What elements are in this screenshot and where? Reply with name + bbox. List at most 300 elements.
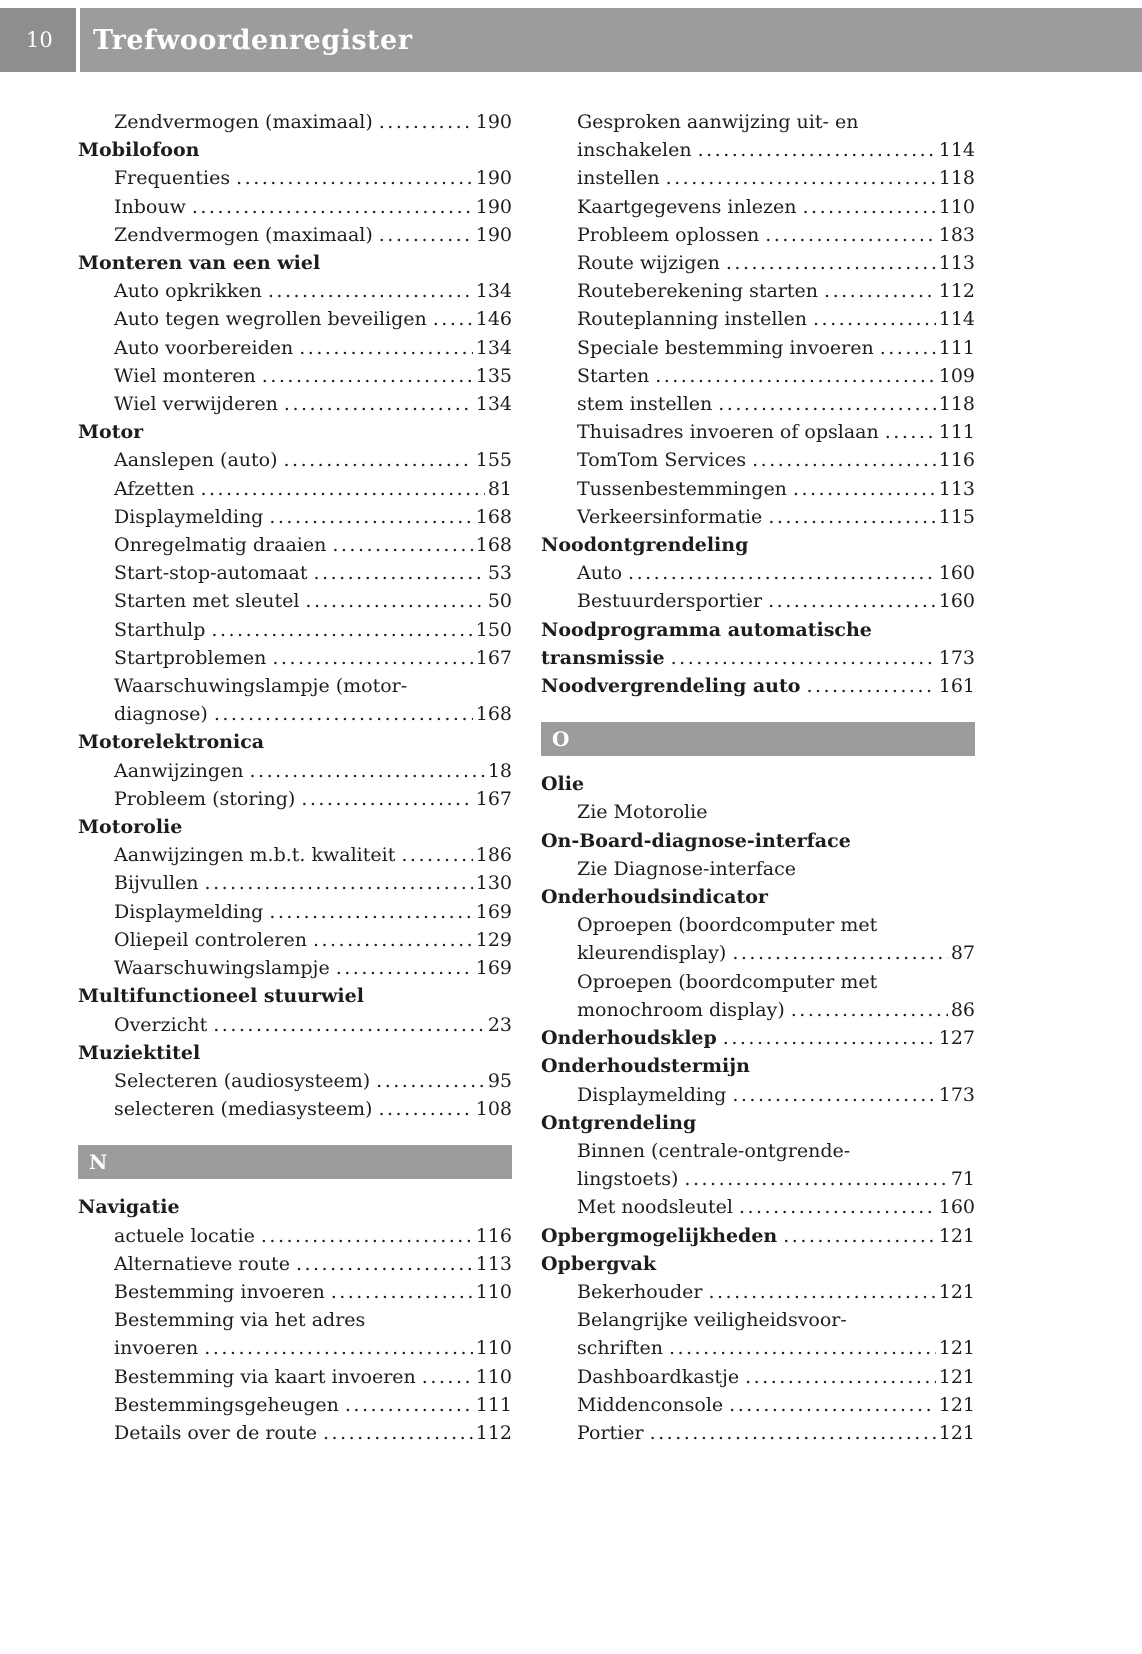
page-ref: 113 [475,1252,512,1275]
index-entry-line [78,869,512,897]
page-ref: 121 [938,1337,975,1360]
dot-leader [213,1011,485,1039]
dot-leader [332,531,472,559]
index-entry-line [541,334,975,362]
entry-text: Verkeersinformatie [577,505,763,528]
page-ref: 130 [475,872,512,895]
page-ref: 129 [475,928,512,951]
index-heading-line [78,418,512,446]
index-entry-line [541,939,975,967]
index-entry-line [78,1278,512,1306]
entry-text: Tussenbestemmingen [577,477,787,500]
dot-leader [783,1222,936,1250]
page-ref: 135 [475,364,512,387]
index-heading-line [78,982,512,1010]
entry-text: Motorolie [78,816,183,839]
index-entry-line [78,305,512,333]
dot-leader [313,926,473,954]
index-heading-line [541,1250,975,1278]
dot-leader [200,475,484,503]
dot-leader [345,1391,473,1419]
entry-text: inschakelen [577,139,692,162]
entry-text: Starthulp [114,618,206,641]
entry-text: Met noodsleutel [577,1196,733,1219]
entry-text: TomTom Services [577,449,747,472]
dot-leader [885,418,936,446]
index-entry-line [541,855,975,883]
index-entry-line [541,1081,975,1109]
entry-text: Muziektitel [78,1041,201,1064]
dot-leader [261,1222,473,1250]
entry-text: Route wijzigen [577,252,720,275]
page-ref: 115 [938,505,975,528]
index-entry-line [78,1250,512,1278]
page-ref: 114 [938,308,975,331]
index-entry-line [78,616,512,644]
page-ref: 113 [938,252,975,275]
page-ref: 114 [938,139,975,162]
index-entry-line [78,559,512,587]
index-entry-line [541,559,975,587]
entry-text: Probleem oplossen [577,223,760,246]
entry-text: Bestemming via het adres [114,1309,366,1332]
index-entry-line [78,841,512,869]
page-ref: 168 [475,534,512,557]
dot-leader [313,559,484,587]
dot-leader [323,1419,473,1447]
entry-text: actuele locatie [114,1224,255,1247]
dot-leader [305,587,484,615]
index-entry-line [541,1334,975,1362]
entry-text: Aanwijzingen m.b.t. kwaliteit [114,844,396,867]
entry-text: Mobilofoon [78,139,200,162]
page-ref: 110 [475,1337,512,1360]
page-ref: 108 [475,1098,512,1121]
entry-text: kleurendisplay) [577,942,727,965]
page-ref: 150 [475,618,512,641]
dot-leader [236,164,473,192]
dot-leader [791,996,948,1024]
entry-text: stem instellen [577,393,713,416]
entry-text: Portier [577,1421,644,1444]
entry-text: Frequenties [114,167,231,190]
entry-text: Bestemming invoeren [114,1280,325,1303]
index-entry-line [78,503,512,531]
index-heading-line [78,728,512,756]
dot-leader [379,108,473,136]
entry-text: Noodontgrendeling [541,534,749,557]
index-heading-line [78,136,512,164]
dot-leader [192,193,473,221]
entry-text: Zie Diagnose-interface [577,857,796,880]
entry-text: invoeren [114,1337,199,1360]
page-ref: 121 [938,1280,975,1303]
dot-leader [268,277,473,305]
dot-leader [296,1250,473,1278]
index-entry-line [541,1278,975,1306]
index-entry-line [541,996,975,1024]
index-entry-line [541,503,975,531]
index-entry-line [78,587,512,615]
entry-text: selecteren (mediasysteem) [114,1098,373,1121]
entry-text: instellen [577,167,660,190]
page-ref: 190 [475,111,512,133]
page-ref: 110 [475,1280,512,1303]
page-ref: 116 [938,449,975,472]
index-entry-line [541,798,975,826]
index-entry-line [541,1193,975,1221]
dot-leader [732,1081,935,1109]
index-entry-line [78,926,512,954]
index-entry-line [541,136,975,164]
page-ref: 134 [475,393,512,416]
index-entry-line [78,898,512,926]
index-entry-line [541,446,975,474]
dot-leader [732,939,947,967]
page-ref: 95 [487,1069,512,1092]
index-entry-line [78,1391,512,1419]
page-ref: 118 [938,393,975,416]
entry-text: Starten met sleutel [114,590,300,613]
index-heading-line [78,1039,512,1067]
index-entry-line [78,1363,512,1391]
entry-text: Onderhoudsklep [541,1027,717,1050]
entry-text: Monteren van een wiel [78,252,321,275]
entry-text: Aanslepen (auto) [114,449,278,472]
page-ref: 110 [938,195,975,218]
index-heading-line [541,616,975,644]
entry-text: Afzetten [114,477,195,500]
index-letter-bar: N [78,1145,512,1179]
index-entry-line [541,249,975,277]
entry-text: Overzicht [114,1013,208,1036]
page-ref: 169 [475,900,512,923]
page-ref: 190 [475,167,512,190]
index-entry-line [541,221,975,249]
entry-text: Bekerhouder [577,1280,703,1303]
page-ref: 190 [475,223,512,246]
index-entry-line [541,277,975,305]
page-ref: 168 [475,505,512,528]
entry-text: Onregelmatig draaien [114,534,327,557]
entry-text: Auto opkrikken [114,280,262,303]
page-ref: 183 [938,223,975,246]
page-ref: 111 [938,336,975,359]
entry-text: Zendvermogen (maximaal) [114,111,373,133]
entry-text: Opbergvak [541,1252,657,1275]
index-entry-line [541,1363,975,1391]
entry-text: Opbergmogelijkheden [541,1224,778,1247]
dot-leader [379,221,473,249]
page-ref: 168 [475,703,512,726]
dot-leader [214,700,473,728]
dot-leader [768,587,936,615]
page-ref: 127 [938,1027,975,1050]
entry-text: Bestemmingsgeheugen [114,1393,339,1416]
page-ref: 146 [475,308,512,331]
page-ref: 186 [475,844,512,867]
dot-leader [726,249,936,277]
index-heading-line [541,1052,975,1080]
page-ref: 110 [475,1365,512,1388]
index-column-right [541,108,975,1447]
entry-text: Ontgrendeling [541,1111,697,1134]
entry-text: Alternatieve route [114,1252,290,1275]
index-entry-line [78,954,512,982]
entry-text: Dashboardkastje [577,1365,740,1388]
entry-text: Binnen (centrale-ontgrende- [577,1139,851,1162]
dot-leader [269,503,472,531]
page-ref: 81 [487,477,512,500]
dot-leader [729,1391,936,1419]
dot-leader [806,672,935,700]
dot-leader [655,362,936,390]
entry-text: On-Board-diagnose-interface [541,829,851,852]
dot-leader [401,841,472,869]
page-ref: 18 [487,759,512,782]
dot-leader [698,136,936,164]
dot-leader [262,362,473,390]
entry-text: Selecteren (audiosysteem) [114,1069,371,1092]
index-content [78,108,975,1447]
entry-text: monochroom display) [577,998,785,1021]
page-title: Trefwoordenregister [80,8,1142,72]
dot-leader [684,1165,947,1193]
dot-leader [745,1363,936,1391]
page-ref: 160 [938,590,975,613]
index-entry-line [541,193,975,221]
page-ref: 112 [938,280,975,303]
index-heading-line [78,1193,512,1221]
index-entry-line [78,362,512,390]
page-ref: 111 [938,421,975,444]
index-entry-line [78,1067,512,1095]
dot-leader [793,475,936,503]
dot-leader [671,644,936,672]
page-ref: 53 [487,562,512,585]
dot-leader [269,898,472,926]
entry-text: Routeberekening starten [577,280,819,303]
entry-text: Oliepeil controleren [114,928,307,951]
entry-text: Onderhoudstermijn [541,1055,750,1078]
index-entry-line [78,672,512,700]
entry-text: Bestuurdersportier [577,590,763,613]
index-entry-line [78,757,512,785]
dot-leader [272,644,472,672]
index-entry-line [541,587,975,615]
page-ref: 50 [487,590,512,613]
index-entry-line [78,1419,512,1447]
page-ref: 134 [475,280,512,303]
page-header [0,8,1142,72]
entry-text: Olie [541,773,585,796]
entry-text: Belangrijke veiligheidsvoor- [577,1309,847,1332]
dot-leader [284,390,473,418]
entry-text: Kaartgegevens inlezen [577,195,797,218]
dot-leader [650,1419,936,1447]
page-ref: 161 [938,675,975,698]
dot-leader [628,559,936,587]
index-heading-line [541,672,975,700]
index-entry-line [541,1306,975,1334]
index-letter-bar: O [541,722,975,756]
dot-leader [752,446,936,474]
entry-text: Wiel monteren [114,364,256,387]
page-ref: 121 [938,1224,975,1247]
index-heading-line [541,827,975,855]
dot-leader [301,785,472,813]
dot-leader [378,1095,472,1123]
entry-text: schriften [577,1337,663,1360]
entry-text: Auto [577,562,623,585]
entry-text: Waarschuwingslampje [114,957,330,980]
index-entry-line [541,390,975,418]
entry-text: Oproepen (boordcomputer met [577,970,878,993]
entry-text: Displaymelding [577,1083,727,1106]
page-ref: 71 [950,1168,975,1191]
entry-text: Inbouw [114,195,186,218]
dot-leader [718,390,935,418]
page-ref: 121 [938,1393,975,1416]
entry-text: Auto voorbereiden [114,336,294,359]
index-heading-line [541,770,975,798]
page-ref: 160 [938,1196,975,1219]
entry-text: Oproepen (boordcomputer met [577,914,878,937]
index-entry-line [78,221,512,249]
index-heading-line [78,249,512,277]
dot-leader [284,446,473,474]
index-heading-line [541,644,975,672]
entry-text: Start-stop-automaat [114,562,308,585]
index-heading-line [78,813,512,841]
index-heading-line [541,531,975,559]
entry-text: Routeplanning instellen [577,308,807,331]
entry-text: Displaymelding [114,900,264,923]
page-ref: 173 [938,646,975,669]
entry-text: Zendvermogen (maximaal) [114,223,373,246]
page-ref: 86 [950,998,975,1021]
dot-leader [739,1193,936,1221]
entry-text: Bestemming via kaart invoeren [114,1365,416,1388]
page-ref: 116 [475,1224,512,1247]
page-ref: 173 [938,1083,975,1106]
index-entry-line [78,108,512,136]
page-ref: 113 [938,477,975,500]
entry-text: Displaymelding [114,505,264,528]
index-entry-line [78,164,512,192]
entry-text: Startproblemen [114,646,267,669]
dot-leader [331,1278,473,1306]
page-ref: 167 [475,787,512,810]
entry-text: Aanwijzingen [114,759,244,782]
dot-leader [433,305,473,333]
dot-leader [211,616,472,644]
dot-leader [669,1334,936,1362]
index-entry-line [78,446,512,474]
dot-leader [708,1278,935,1306]
page-ref: 121 [938,1421,975,1444]
index-entry-line [541,968,975,996]
entry-text: lingstoets) [577,1168,679,1191]
dot-leader [723,1024,936,1052]
dot-leader [205,869,473,897]
entry-text: diagnose) [114,703,208,726]
index-entry-line [78,1334,512,1362]
index-entry-line [541,911,975,939]
entry-text: Multifunctioneel stuurwiel [78,985,364,1008]
index-entry-line [78,1222,512,1250]
dot-leader [299,334,473,362]
index-entry-line [78,1306,512,1334]
entry-text: Middenconsole [577,1393,724,1416]
entry-text: Noodvergrendeling auto [541,675,801,698]
index-entry-line [541,1391,975,1419]
page-ref: 112 [475,1421,512,1444]
dot-leader [249,757,484,785]
index-entry-line [78,334,512,362]
index-entry-line [78,475,512,503]
index-heading-line [541,883,975,911]
index-entry-line [541,164,975,192]
index-entry-line [541,1165,975,1193]
dot-leader [803,193,936,221]
dot-leader [422,1363,473,1391]
dot-leader [336,954,473,982]
dot-leader [824,277,936,305]
dot-leader [768,503,935,531]
entry-text: Thuisadres invoeren of opslaan [577,421,879,444]
page-ref: 134 [475,336,512,359]
page-ref: 111 [475,1393,512,1416]
index-entry-line [541,362,975,390]
entry-text: Details over de route [114,1421,318,1444]
index-entry-line [78,644,512,672]
index-heading-line [541,1222,975,1250]
index-entry-line [78,193,512,221]
dot-leader [666,164,936,192]
page-ref: 109 [938,364,975,387]
dot-leader [880,334,936,362]
page-ref: 167 [475,646,512,669]
index-entry-line [541,475,975,503]
index-entry-line [541,1419,975,1447]
page-ref: 160 [938,562,975,585]
entry-text: Zie Motorolie [577,801,708,824]
entry-text: Wiel verwijderen [114,393,278,416]
index-entry-line [541,305,975,333]
entry-text: Noodprogramma automatische [541,618,872,641]
dot-leader [765,221,936,249]
index-entry-line [78,1011,512,1039]
entry-text: Starten [577,364,650,387]
entry-text: Gesproken aanwijzing uit- en [577,111,859,133]
dot-leader [204,1334,472,1362]
entry-text: transmissie [541,646,665,669]
page-ref: 121 [938,1365,975,1388]
page-ref: 87 [950,942,975,965]
entry-text: Speciale bestemming invoeren [577,336,874,359]
page-number: 10 [0,8,76,72]
entry-text: Motor [78,421,144,444]
index-entry-line [78,390,512,418]
index-entry-line [78,277,512,305]
entry-text: Bijvullen [114,872,199,895]
index-column-left [78,108,512,1447]
dot-leader [376,1067,485,1095]
page-ref: 169 [475,957,512,980]
page-ref: 23 [487,1013,512,1036]
page-ref: 155 [475,449,512,472]
